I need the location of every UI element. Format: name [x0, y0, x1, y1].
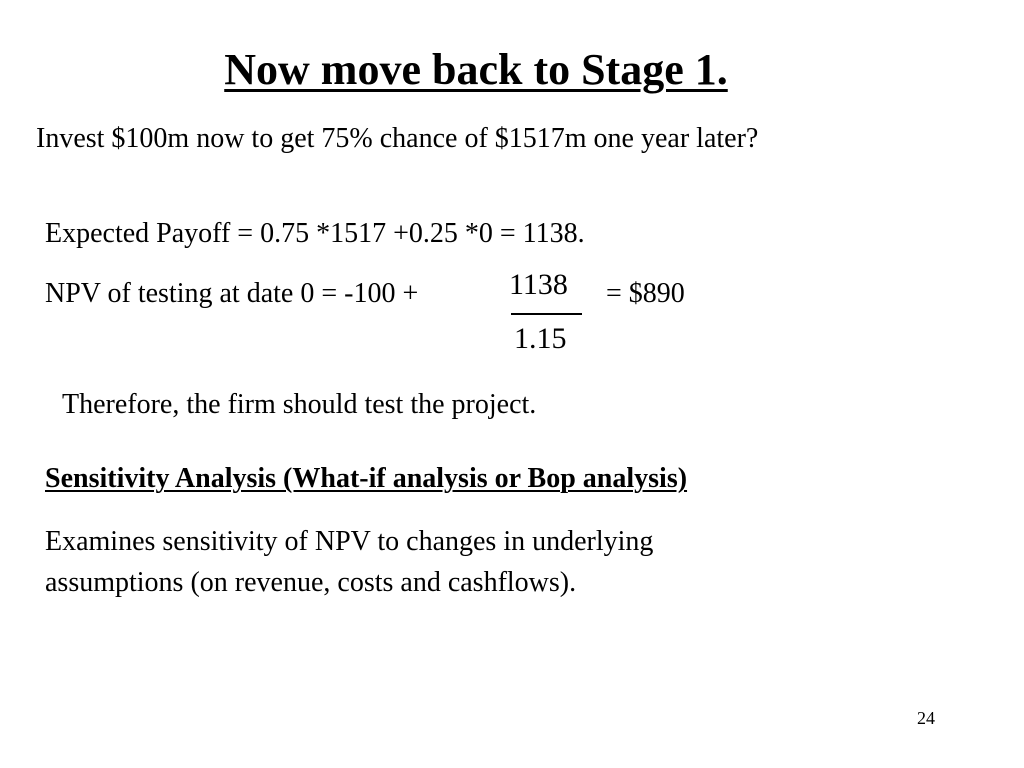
fraction-bar	[511, 313, 582, 315]
npv-denominator: 1.15	[514, 322, 567, 355]
expected-payoff-text: Expected Payoff = 0.75 *1517 +0.25 *0 = 1138.	[45, 218, 585, 249]
sensitivity-line-2: assumptions (on revenue, costs and cashflows).	[45, 567, 577, 598]
conclusion-text: Therefore, the firm should test the project.	[62, 389, 537, 420]
page-number: 24	[917, 708, 935, 728]
npv-numerator: 1138	[509, 268, 568, 301]
question-text: Invest $100m now to get 75% chance of $1517m one year later?	[36, 123, 759, 154]
sensitivity-heading: Sensitivity Analysis (What-if analysis or Bop analysis)	[45, 463, 688, 494]
sensitivity-line-1: Examines sensitivity of NPV to changes in underlying	[45, 526, 654, 557]
npv-result: = $890	[606, 278, 685, 309]
npv-lhs: NPV of testing at date 0 = -100 +	[45, 278, 419, 309]
slide-title: Now move back to Stage 1.	[224, 45, 728, 94]
